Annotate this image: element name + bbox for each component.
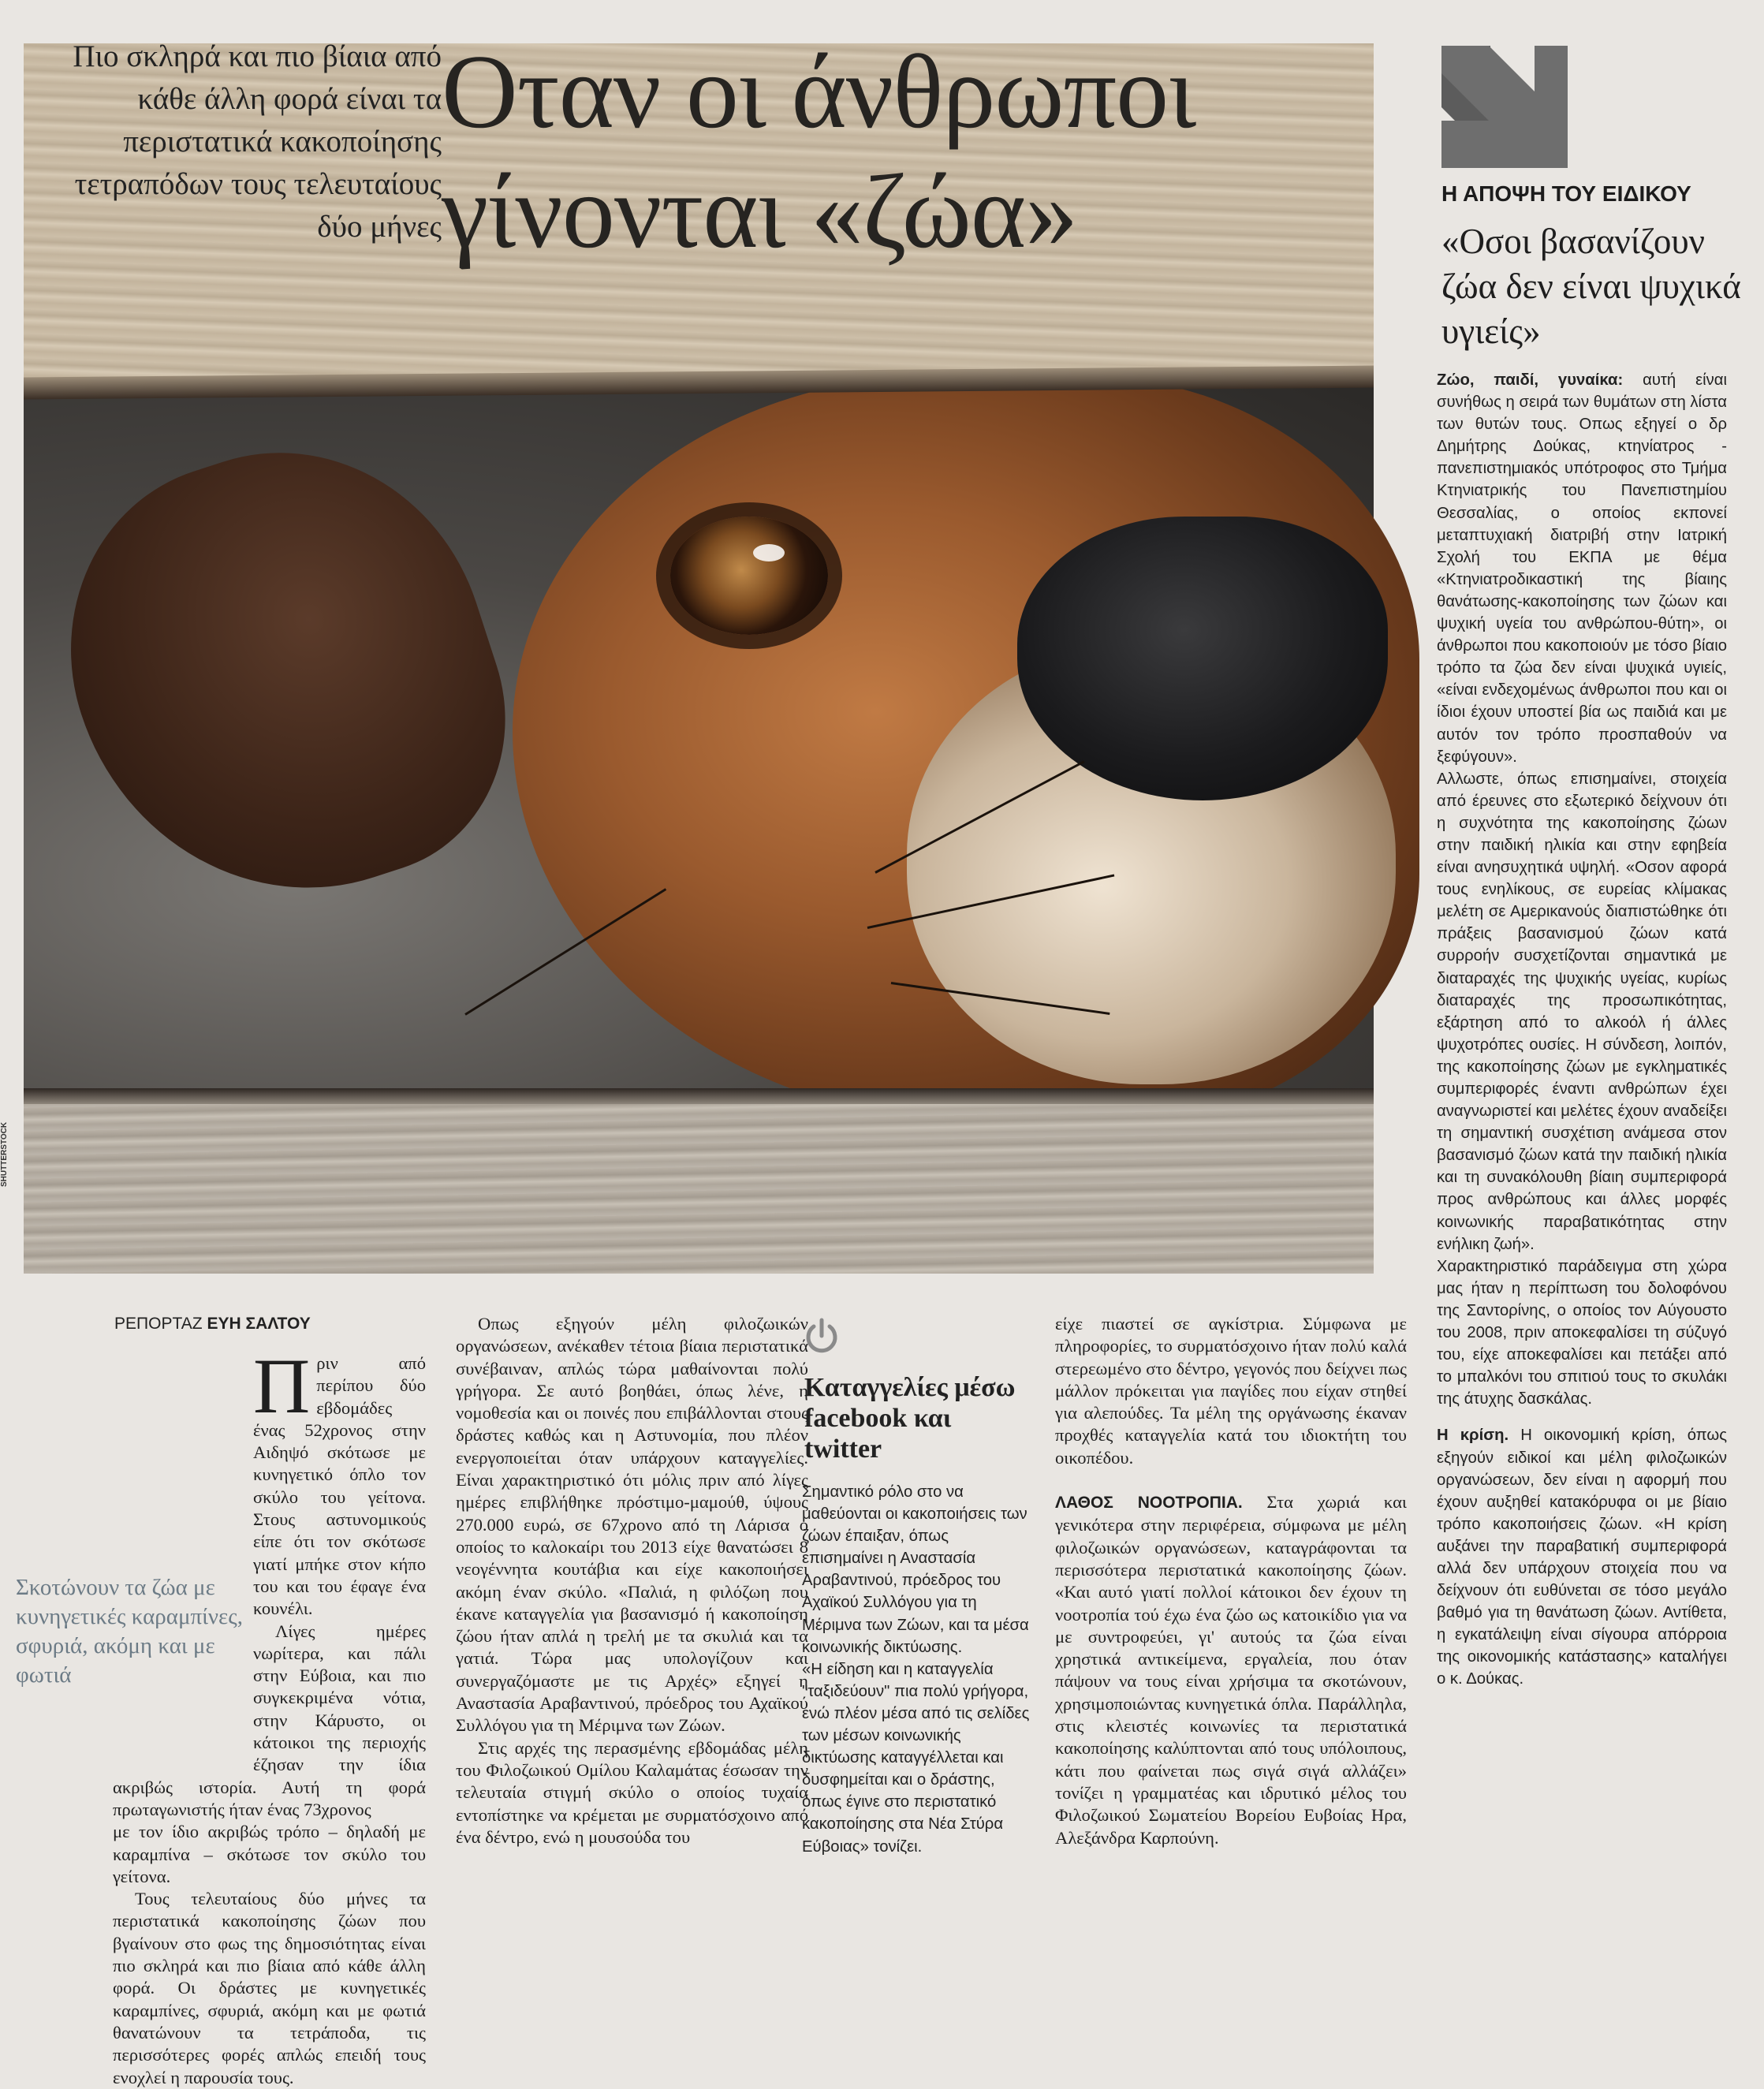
article-paragraph — [1055, 1491, 1407, 1849]
article-paragraph: Στις αρχές της περασμένης εβδομάδας μέλη του Φιλοζωικού Ομίλου Καλαμάτας έσωσαν την τελευταία στιγμή σκύλο ο οποίος τυχαία εντοπίστηκε να κρέμεται με συρματόσχοινο από ένα δέντρο, ενώ η μουσούδα του — [456, 1737, 808, 1847]
sidebar-title: «Οσοι βασανίζουν ζώα δεν είναι ψυχικά υγιείς» — [1441, 222, 1741, 351]
article-text: Στα χωριά και γενικότερα στην περιφέρεια, σύμφωνα με μέλη φιλοζωικών οργανώσεων, καταγράφονται τα περισσότερα περιστατικά κακοποίησης ζώων. «Και αυτό γιατί πολλοί κάτοικοι δεν έχουν τη νοοτροπία τού έχω ένα ζώο ως κατοικίδιο για να με συντροφεύει, γι' αυτούς τα ζώα είναι χρηστικά αντικείμενα, εργαλεία, που όταν πάψουν να τους είναι χρήσιμα τα σκοτώνουν, χρησιμοποιώντας κυνηγετικά όπλα. Παράλληλα, στις κλειστές κοινωνίες τα περιστατικά κακοποίησης καλύπτονται από τους υπόλοιπους, κάτι που φαίνεται πως σιγά σιγά αλλάζει» τονίζει η γραμματέας και ιδρυτικό μέλος του Φιλοζωικού Σωματείου Βορείου Ευβοίας Ηρα, Αλεξάνδρα Καρπούνη. — [1055, 1492, 1407, 1848]
byline-prefix: ΡΕΠΟΡΤΑΖ — [114, 1315, 203, 1333]
box-paragraph: Σημαντικό ρόλο στο να μαθεύονται οι κακοποιήσεις των ζώων έπαιξαν, όπως επισημαίνει η Αναστασία Αραβαντινού, πρόεδρος του Αχαϊκού Συλλόγου για τη Μέριμνα των Ζώων, και τα μέσα κοινωνικής δικτύωσης. — [802, 1483, 1029, 1656]
byline-author: ΕΥΗ ΣΑΛΤΟΥ — [207, 1315, 311, 1333]
dog-nose — [1017, 517, 1388, 800]
arrow-corner-icon — [1441, 46, 1568, 168]
headline-line-1: Οταν οι άνθρωποι — [442, 33, 1196, 150]
photo-credit: SHUTTERSTOCK — [0, 1121, 9, 1187]
sidebar-paragraph: Αλλωστε, όπως επισημαίνει, στοιχεία από έρευνες στο εξωτερικό δείχνουν ότι η συχνότητα της κακοποίησης ζώων στην παιδική ηλικία και στην εφηβεία είναι ανησυχητικά υψηλή. «Οσον αφορά τους ενηλίκους, σε ευρείας κλίμακας μελέτη σε Αμερικανούς διαπιστώθηκε ότι πράξεις βασανισμού ζώων κατά συρροήν συσχετίζονται σημαντικά με διαταραχές της ψυχικής υγείας, κυρίως διαταραχές της προσωπικότητας, εξάρτηση από το αλκοόλ ή άλλες ψυχοτρόπες ουσίες. Η σύνδεση, λοιπόν, της κακοποίησης ζώων με εγκληματικές συμπεριφορές έναντι ανθρώπων έχει αναγνωριστεί και μελέτες έχουν αναδείξει τη σημαντική συσχέτιση ανάμεσα στον βασανισμό ζώων κατά την παιδική ηλικία και τη συνακόλουθη βίαιη συμπεριφορά προς ανθρώπους και άλλες μορφές κοινωνικής παραβατικότητας στην ενήλικη ζωή». — [1437, 770, 1727, 1253]
box-body — [802, 1481, 1032, 1858]
sidebar-text: Η οικονομική κρίση, όπως εξηγούν ειδικοί και μέλη φιλοζωικών οργανώσεων, δεν είναι η αφορμή που έχουν αυξηθεί κατακόρυφα οι με βίαιο τρόπο κακοποιήσεις ζώων. «Η κρίση αυξάνει την παραβατική συμπεριφορά αλλά δεν υπάρχουν στοιχεία που να δείχνουν ότι ευθύνεται σε τόσο μεγάλο βαθμό για τη θανάτωση ζώων. Αντίθετα, η εγκατάλειψη είναι σίγουρα απόρροια της οικονομικής κατάστασης» καταλήγει ο κ. Δούκας. — [1437, 1427, 1727, 1688]
article-paragraph: Τους τελευταίους δύο μήνες τα περιστατικά κακοποίησης ζώων που βγαίνουν στο φως της δημοσιότητας είναι πιο σκληρά και πιο βίαια από κάθε άλλη φορά. Οι δράστες με κυνηγετικές καραμπίνες, σφυριά, ακόμη και με φωτιά θανατώνουν τα τετράποδα, τις περισσότερες φορές απλώς επειδή τους ενοχλεί η παρουσία τους. — [113, 1889, 426, 2087]
sidebar-kicker: Η ΑΠΟΨΗ ΤΟΥ ΕΙΔΙΚΟΥ — [1441, 181, 1691, 206]
pull-quote: Σκοτώνουν τα ζώα με κυνηγετικές καραμπίνες, σφυριά, ακόμη και με φωτιά — [16, 1575, 243, 1688]
article-column-2 — [456, 1313, 808, 1848]
sidebar-paragraph — [1437, 1424, 1727, 1690]
article-paragraph: είχε πιαστεί σε αγκίστρια. Σύμφωνα με πληροφορίες, το συρματόσχοινο ήταν πολύ καλά στερεωμένο στο δέντρο, γεγονός που δείχνει πως μάλλον πρόκειται για παγίδες που είχαν στηθεί για αλεπούδες. Τα μέλη της οργάνωσης έκαναν προχθές καταγγελία κατά του ιδιοκτήτη του οικοπέδου. — [1055, 1314, 1407, 1468]
drop-cap: Π — [253, 1342, 311, 1430]
sidebar-lead-in: Ζώο, παιδί, γυναίκα: — [1437, 371, 1624, 389]
headline — [442, 32, 1348, 271]
headline-line-2: γίνονται «ζώα» — [442, 153, 1078, 270]
article-column-1 — [113, 1342, 426, 2089]
hero-lead: Πιο σκληρά και πιο βίαια από κάθε άλλη φορά είναι τα περιστατικά κακοποίησης τετραπόδων τους τελευταίους δύο μήνες — [73, 39, 442, 244]
dog-eye — [670, 517, 828, 635]
article-text: Λίγες ημέρες νωρίτερα, και πάλι στην Εύβοια, και πιο συγκεκριμένα νότια, στην Κάρυστο, οι κάτοικοι της περιοχής έζησαν την ίδια ακριβώς ιστορία. Αυτή τη φορά πρωταγωνιστής ήταν ένας 73χρονος — [113, 1621, 426, 1819]
sidebar-paragraph: Χαρακτηριστικό παράδειγμα στη χώρα μας ήταν η περίπτωση του δολοφόνου της Σαντορίνης, ο οποίος τον Αύγουστο του 2008, πριν αποκεφαλίσει τη σύζυγό του, είχε αποκεφαλίσει και πετάξει από το μπαλκόνι του σπιτιού τους το σκυλάκι της άτυχης δασκάλας. — [1437, 1257, 1727, 1408]
article-paragraph: Οπως εξηγούν μέλη φιλοζωικών οργανώσεων, ανέκαθεν τέτοια βίαια περιστατικά συνέβαιναν, απλώς τώρα μαθαίνονται πολύ γρήγορα. Σε αυτό βοηθάει, όπως λένε, η νομοθεσία και οι ποινές που επιβάλλονται στους δράστες καθώς και η Αστυνομία, που πλέον ενεργοποιείται όταν υπάρχουν καταγγελίες. Είναι χαρακτηριστικό ότι μόλις πριν από λίγες ημέρες επιβλήθηκε πρόστιμο-μαμούθ, ύψους 270.000 ευρώ, σε 67χρονο από τη Λάρισα ο οποίος το καλοκαίρι του 2013 είχε θανατώσει 8 νεογέννητα κουτάβια και είχε κακοποιήσει ακόμη έναν σκύλο. «Παλιά, η φιλόζωη που έκανε καταγγελία για βασανισμό ή κακοποίηση ζώου ήταν απλά η τρελή με τα σκυλιά και τα γατιά. Τώρα μας υπολογίζουν και συνεργαζόμαστε με τις Αρχές» εξηγεί η Αναστασία Αραβαντινού, πρόεδρος του Αχαϊκού Συλλόγου για τη Μέριμνα των Ζώων. — [456, 1314, 808, 1736]
sidebar-subhead: Η κρίση. — [1437, 1427, 1509, 1445]
article-subhead: ΛΑΘΟΣ ΝΟΟΤΡΟΠΙΑ. — [1055, 1494, 1243, 1513]
article-column-4 — [1055, 1313, 1407, 1849]
byline — [114, 1315, 311, 1334]
sidebar-paragraph — [1437, 369, 1727, 768]
article-paragraph: με τον ίδιο ακριβώς τρόπο – δηλαδή με καραμπίνα – σκότωσε τον σκύλο του γείτονα. — [113, 1822, 426, 1886]
fence-plank-bottom — [24, 1096, 1374, 1274]
box-paragraph: «Η είδηση και η καταγγελία "ταξιδεύουν" πια πολύ γρήγορα, ενώ πλέον μέσα από τις σελίδες των μέσων κοινωνικής δικτύωσης καταγγέλλεται και δυσφημείται και ο δράστης, όπως έγινε στο περιστατικό κακοποίησης στα Νέα Στύρα Εύβοιας» τονίζει. — [802, 1660, 1030, 1856]
sidebar-body — [1437, 369, 1727, 1691]
article-text: ριν από περίπου δύο εβδομάδες ένας 52χρονος στην Αιδηψό σκότωσε με κυνηγετικό όπλο τον σκύλο του γείτονα. Στους αστυνομικούς είπε ότι τον σκότωσε γιατί μπήκε στον κήπο του και του έφαγε ένα κουνέλι. — [253, 1353, 426, 1619]
sidebar-text: αυτή είναι συνήθως η σειρά των θυμάτων στη λίστα των θυτών τους. Οπως εξηγεί ο δρ Δημήτρης Δούκας, κτηνίατρος - πανεπιστημιακός υπότροφος στο Τμήμα Κτηνιατρικής του Πανεπιστημίου Θεσσαλίας, ο οποίος εκπονεί μεταπτυχιακή διατριβή στην Ιατρική Σχολή του ΕΚΠΑ με θέμα «Κτηνιατροδικαστική της βίαιης θανάτωσης-κακοποίησης των ζώων και ψυχική υγεία του ανθρώπου-θύτη», οι άνθρωποι που κακοποιούν με τόσο βίαιο τρόπο τα ζώα δεν είναι ψυχικά υγιείς, «είναι ενδεχομένως άνθρωποι που και οι ίδιοι έχουν υποστεί βία ως παιδιά και με αυτόν τον τρόπο προσπαθούν να ξεφύγουν». — [1437, 371, 1727, 766]
box-title: Καταγγελίες μέσω facebook και twitter — [804, 1373, 1016, 1464]
power-icon — [803, 1317, 841, 1355]
